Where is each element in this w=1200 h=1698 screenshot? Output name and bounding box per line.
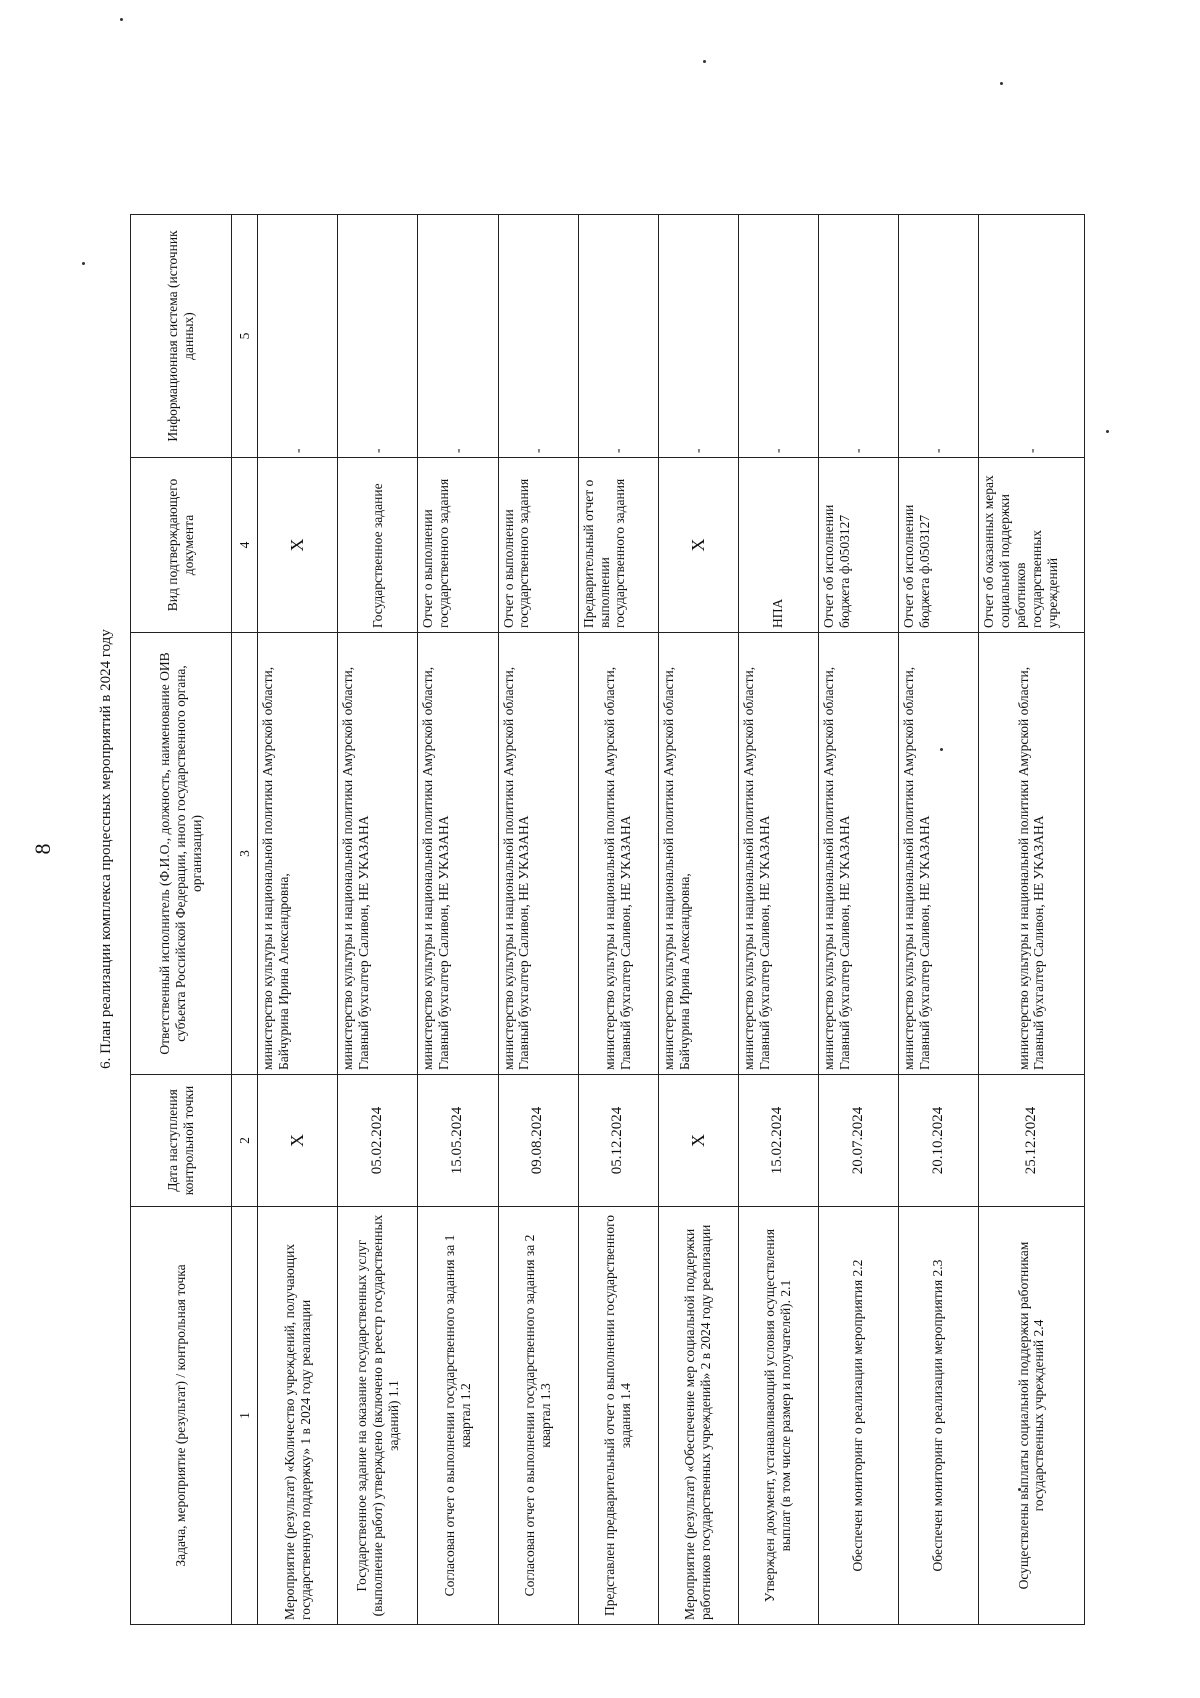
cell-info-system: - xyxy=(578,215,658,458)
header-executor: Ответственный исполнитель (Ф.И.О., должность, наименование ОИВ субъекта Российской Федерации, иного государственного органа, организации) xyxy=(131,633,232,1075)
column-number: 1 xyxy=(232,1207,258,1625)
cell-task: Мероприятие (результат) «Количество учреждений, получающих государственную поддержку» 1 в 2024 году реализации xyxy=(258,1207,338,1625)
cell-document: Х xyxy=(258,458,338,633)
cell-info-system: - xyxy=(338,215,418,458)
cell-info-system: - xyxy=(418,215,498,458)
cell-date: 20.07.2024 xyxy=(818,1075,898,1207)
cell-task: Мероприятие (результат) «Обеспечение мер социальной поддержки работников государственных учреждений» 2 в 2024 году реализации xyxy=(658,1207,738,1625)
cell-info-system: - xyxy=(738,215,818,458)
cell-date: 15.02.2024 xyxy=(738,1075,818,1207)
cell-task: Государственное задание на оказание государственных услуг (выполнение работ) утверждено (включено в реестр государственных заданий) 1.1 xyxy=(338,1207,418,1625)
table-row xyxy=(738,215,818,1625)
cell-task: Обеспечен мониторинг о реализации мероприятия 2.2 xyxy=(818,1207,898,1625)
cell-executor: министерство культуры и национальной политики Амурской области, Главный бухгалтер Саливон, НЕ УКАЗАНА xyxy=(578,633,658,1075)
section-title: 6. План реализации комплекса процессных мероприятий в 2024 году xyxy=(98,629,114,1069)
cell-task: Утвержден документ, устанавливающий условия осуществления выплат (в том числе размер и получателей). 2.1 xyxy=(738,1207,818,1625)
cell-document: Отчет о выполнении государственного задания xyxy=(418,458,498,633)
table-row xyxy=(818,215,898,1625)
cell-date: Х xyxy=(658,1075,738,1207)
table-header-row xyxy=(131,215,232,1625)
cell-executor: министерство культуры и национальной политики Амурской области, Байчурина Ирина Александровна, xyxy=(258,633,338,1075)
cell-task: Согласован отчет о выполнении государственного задания за 1 квартал 1.2 xyxy=(418,1207,498,1625)
cell-document: Государственное задание xyxy=(338,458,418,633)
table-row xyxy=(498,215,578,1625)
cell-executor: министерство культуры и национальной политики Амурской области, Главный бухгалтер Саливон, НЕ УКАЗАНА xyxy=(418,633,498,1075)
cell-info-system: - xyxy=(258,215,338,458)
cell-document: Предварительный отчет о выполнении государственного задания xyxy=(578,458,658,633)
cell-document: Отчет об оказанных мерах социальной поддержки работников государственных учреждений xyxy=(978,458,1084,633)
cell-date: 25.12.2024 xyxy=(978,1075,1084,1207)
column-numbers-row xyxy=(232,215,258,1625)
cell-info-system: - xyxy=(658,215,738,458)
cell-task: Представлен предварительный отчет о выполнении государственного задания 1.4 xyxy=(578,1207,658,1625)
cell-executor: министерство культуры и национальной политики Амурской области, Главный бухгалтер Саливон, НЕ УКАЗАНА xyxy=(898,633,978,1075)
rotated-document-sheet xyxy=(30,59,1170,1639)
cell-executor: министерство культуры и национальной политики Амурской области, Байчурина Ирина Александровна, xyxy=(658,633,738,1075)
column-number: 2 xyxy=(232,1075,258,1207)
cell-date: 20.10.2024 xyxy=(898,1075,978,1207)
cell-date: 15.05.2024 xyxy=(418,1075,498,1207)
column-number: 5 xyxy=(232,215,258,458)
cell-task: Осуществлены выплаты социальной поддержки работникам государственных учреждений 2.4 xyxy=(978,1207,1084,1625)
cell-info-system: - xyxy=(818,215,898,458)
implementation-plan-table xyxy=(130,214,1085,1625)
scan-speck xyxy=(120,18,123,21)
cell-executor: министерство культуры и национальной политики Амурской области, Главный бухгалтер Саливон, НЕ УКАЗАНА xyxy=(338,633,418,1075)
column-number: 3 xyxy=(232,633,258,1075)
cell-info-system: - xyxy=(978,215,1084,458)
cell-executor: министерство культуры и национальной политики Амурской области, Главный бухгалтер Саливон, НЕ УКАЗАНА xyxy=(818,633,898,1075)
table-row xyxy=(338,215,418,1625)
table-row xyxy=(658,215,738,1625)
column-number: 4 xyxy=(232,458,258,633)
cell-date: Х xyxy=(258,1075,338,1207)
cell-date: 05.12.2024 xyxy=(578,1075,658,1207)
cell-date: 05.02.2024 xyxy=(338,1075,418,1207)
table-row xyxy=(978,215,1084,1625)
cell-document: Отчет о выполнении государственного задания xyxy=(498,458,578,633)
header-task: Задача, мероприятие (результат) / контрольная точка xyxy=(131,1207,232,1625)
cell-date: 09.08.2024 xyxy=(498,1075,578,1207)
cell-document: Х xyxy=(658,458,738,633)
cell-task: Согласован отчет о выполнении государственного задания за 2 квартал 1.3 xyxy=(498,1207,578,1625)
header-info-system: Информационная система (источник данных) xyxy=(131,215,232,458)
table-row xyxy=(578,215,658,1625)
page-number: 8 xyxy=(30,843,55,855)
cell-info-system: - xyxy=(898,215,978,458)
header-document: Вид подтверждающего документа xyxy=(131,458,232,633)
cell-executor: министерство культуры и национальной политики Амурской области, Главный бухгалтер Саливон, НЕ УКАЗАНА xyxy=(978,633,1084,1075)
cell-task: Обеспечен мониторинг о реализации мероприятия 2.3 xyxy=(898,1207,978,1625)
header-date: Дата наступления контрольной точки xyxy=(131,1075,232,1207)
table-row xyxy=(418,215,498,1625)
cell-executor: министерство культуры и национальной политики Амурской области, Главный бухгалтер Саливон, НЕ УКАЗАНА xyxy=(738,633,818,1075)
cell-document: НПА xyxy=(738,458,818,633)
cell-executor: министерство культуры и национальной политики Амурской области, Главный бухгалтер Саливон, НЕ УКАЗАНА xyxy=(498,633,578,1075)
table-row xyxy=(258,215,338,1625)
cell-document: Отчет об исполнении бюджета ф.0503127 xyxy=(818,458,898,633)
table-row xyxy=(898,215,978,1625)
cell-info-system: - xyxy=(498,215,578,458)
cell-document: Отчет об исполнении бюджета ф.0503127 xyxy=(898,458,978,633)
